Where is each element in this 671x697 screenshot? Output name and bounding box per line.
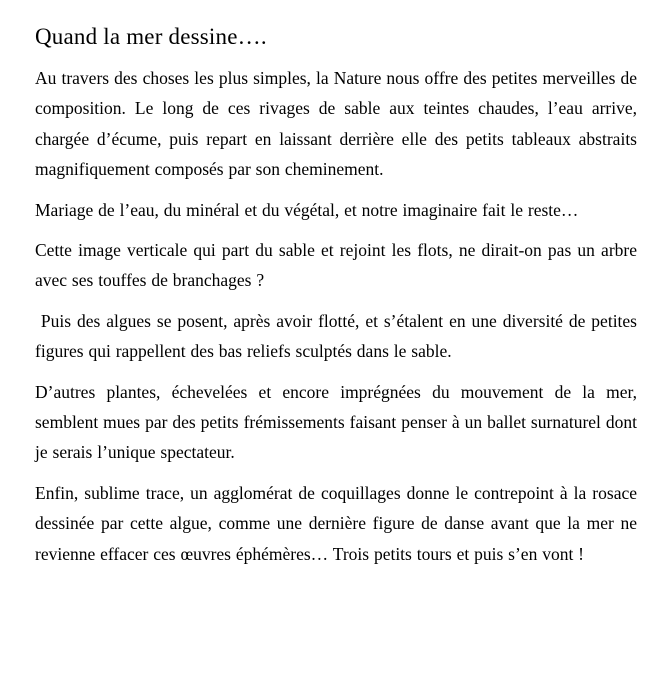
paragraph-3: Cette image verticale qui part du sable et rejoint les flots, ne dirait-on pas un arbre avec ses touffes de branchages ? [35, 240, 637, 291]
paragraph-5: D’autres plantes, échevelées et encore imprégnées du mouvement de la mer, semblent mues par des petits frémissements faisant penser à un ballet surnaturel dont je serais l’unique spectateur. [35, 381, 637, 463]
document-title: Quand la mer dessine…. [35, 24, 267, 49]
paragraph-6: Enfin, sublime trace, un agglomérat de coquillages donne le contrepoint à la rosace dessinée par cette algue, comme une dernière figure de danse avant que la mer ne revienne effacer ces œuvres éphémères… Trois petits tours et puis s’en vont ! [35, 482, 637, 564]
paragraph-1: Au travers des choses les plus simples, la Nature nous offre des petites merveilles de composition. Le long de ces rivages de sable aux teintes chaudes, l’eau arrive, chargée d’écume, puis repart en laissant derrière elle des petits tableaux abstraits magnifiquement composés par son cheminement. [35, 68, 637, 180]
paragraph-4: Puis des algues se posent, après avoir flotté, et s’étalent en une diversité de petites figures qui rappellent des bas reliefs sculptés dans le sable. [35, 310, 637, 362]
paragraph-2: Mariage de l’eau, du minéral et du végétal, et notre imaginaire fait le reste… [35, 199, 579, 220]
